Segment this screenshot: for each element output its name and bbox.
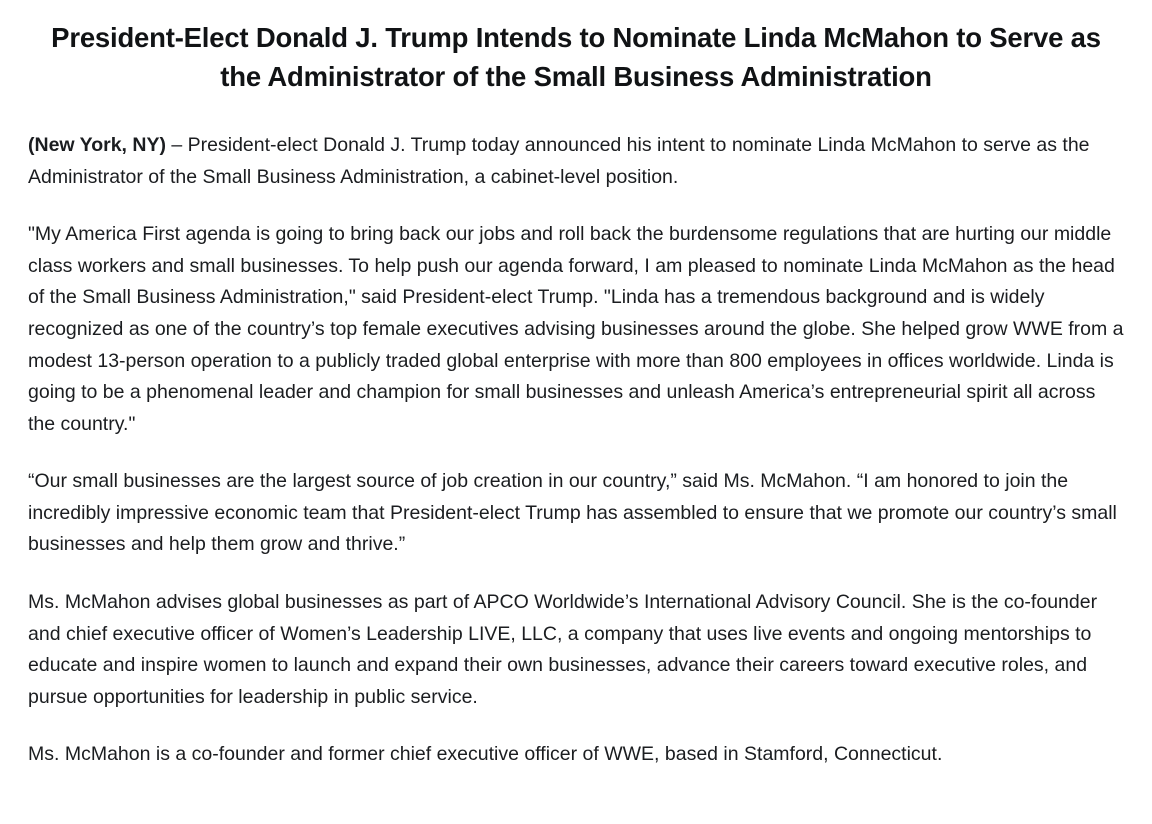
paragraph-bio-wwe: Ms. McMahon is a co-founder and former chief executive officer of WWE, based in Stamford, Connecticut.: [28, 743, 943, 766]
paragraph-mcmahon-quote: “Our small businesses are the largest source of job creation in our country,” said Ms. McMahon. “I am honored to join the incredibly impressive economic team that President-elect Trump has assembled to ensure that we promote our country’s small businesses and help them grow and thrive.”: [28, 470, 1117, 556]
paragraph-bio-apco: Ms. McMahon advises global businesses as part of APCO Worldwide’s International Advisory Council. She is the co-founder and chief executive officer of Women’s Leadership LIVE, LLC, a company that uses live events and ongoing mentorships to educate and inspire women to launch and expand their own businesses, advance their careers toward executive roles, and pursue opportunities for leadership in public service.: [28, 591, 1098, 708]
paragraph-text: – President-elect Donald J. Trump today announced his intent to nominate Linda McMahon to serve as the Administrator of the Small Business Administration, a cabinet-level position.: [28, 134, 1090, 188]
paragraph-trump-quote: "My America First agenda is going to bring back our jobs and roll back the burdensome regulations that are hurting our middle class workers and small businesses. To help push our agenda forward, I am pleased to nominate Linda McMahon as the head of the Small Business Administration," said President-elect Trump. "Linda has a tremendous background and is widely recognized as one of the country’s top female executives advising businesses around the globe. She helped grow WWE from a modest 13-person operation to a publicly traded global enterprise with more than 800 employees in offices worldwide. Linda is going to be a phenomenal leader and champion for small businesses and unleash America’s entrepreneurial spirit all across the country.": [28, 223, 1124, 435]
page-title: President-Elect Donald J. Trump Intends to Nominate Linda McMahon to Serve as the Administrator of the Small Business Administration: [51, 22, 1101, 93]
paragraph-lede: [28, 130, 1124, 193]
dateline: (New York, NY): [28, 134, 166, 157]
